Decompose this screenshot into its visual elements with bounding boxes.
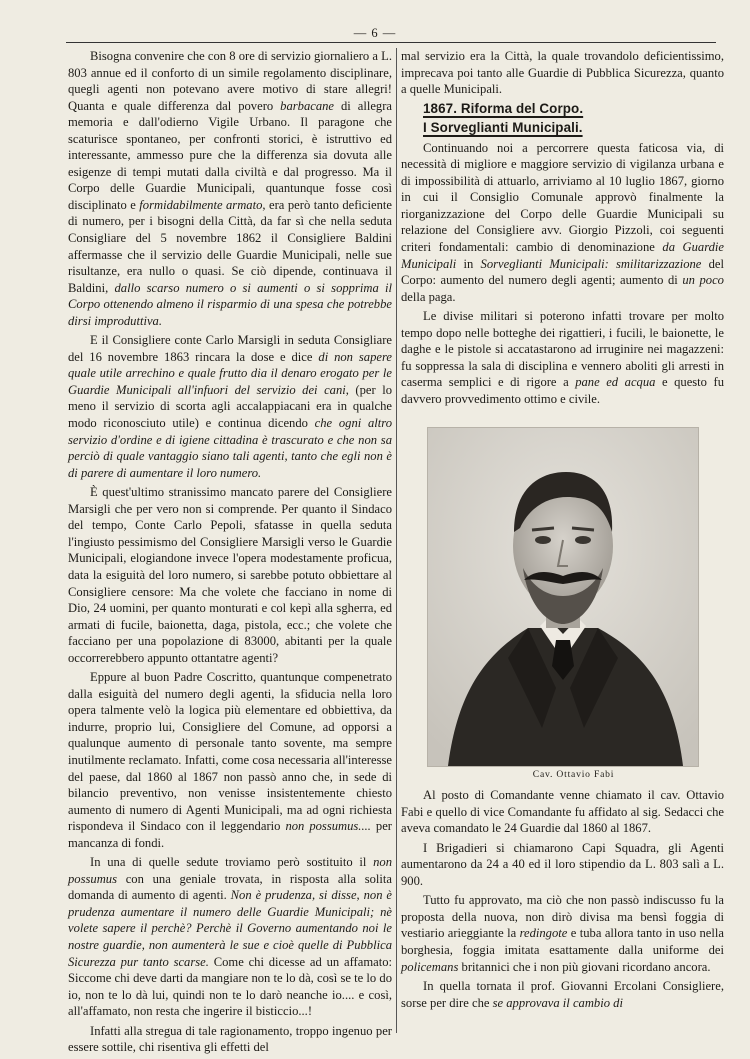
body-text: Le divise militari si poterono infatti trovare per molto tempo dopo nelle botteghe dei rigattieri, i fucili, le baionette, le daghe e le pistole si accatastarono ad irruginire nei magazzeni: fu soppressa la sala di disciplina e vennero aboliti gli arresti in caserma semplici e di rigore a: [401, 309, 724, 390]
body-text: britannici che i non più giovani ricordano ancora.: [458, 959, 711, 974]
photo-caption: Cav. Ottavio Fabi: [532, 769, 615, 781]
body-text: Tutto fu approvato, ma ciò che non passò indiscusso fu la proposta della nuova, non dirò divisa ma bensì foggia di vestiario arieggiante la: [401, 893, 724, 941]
italic-text: dallo scarso numero o si aumenti o si sopprima il Corpo ottenendo almeno il risparmio di una spesa che potrebbe dirsi improduttiva.: [68, 280, 392, 328]
italic-text: Non è prudenza, si disse, non è prudenza aumentare il numero delle Guardie Municipali; nè volete sapere il perchè? Perchè il Governo aumentando noi le nostre guardie, non aumenterà le sue e cioè quelle di Pubblica Sicurezza pur tanto scarse.: [68, 888, 393, 969]
right-paragraph: [401, 892, 724, 975]
right-paragraph: [401, 840, 724, 890]
right-paragraph: [401, 308, 724, 407]
left-column: [68, 48, 392, 1059]
right-paragraphs-after-photo: [401, 787, 724, 1011]
italic-text: non possumus: [68, 855, 392, 886]
italic-text: un poco: [682, 273, 724, 288]
right-intro-paragraph: mal servizio era la Città, la quale trovandolo deficientissimo, imprecava poi tanto alle Guardie di Pubblica Sicurezza, quanto a quelle Municipali.: [401, 49, 724, 97]
header-rule: [66, 42, 716, 43]
portrait-photo: [427, 427, 699, 767]
italic-text: Sorveglianti Municipali: smilitarizzazione: [480, 256, 702, 271]
body-text: e tuba allora tanto in uso nella borghesia, foggia imitata esattamente dalla uniforme dei: [401, 926, 724, 957]
body-text: I Brigadieri si chiamarono Capi Squadra, gli Agenti aumentarono da 24 a 40 ed il loro stipendio da L. 803 salì a L. 900.: [401, 840, 724, 888]
body-text: Bisogna convenire che con 8 ore di servizio giornaliero a L. 803 annue ed il conforto di un simile regolamento disciplinare, quegli agenti non potevano avere motivo di stare allegri! Quanta e quale differenza dal povero: [68, 49, 392, 113]
italic-text: policemans: [401, 959, 459, 974]
body-text: e questo fu davvero provvedimento ottimo e civile.: [401, 375, 725, 406]
body-text: Eppure al buon Padre Coscritto, quantunque compenetrato dalla esiguità del numero degli agenti, la sfiducia nella loro opera talmente velò la logica più elementare ed obbiettiva, da indurre, proprio lui, Consigliere del Comune, ad opporsi a qualunque aumento di personale tanto sovente, ma sempre inutilmente reclamato. Infatti, come cosa necessaria all'interesse del paese, dal 1860 al 1867 non passò anno che, in sede di bilancio preventivo, non venisse insistentemente chiesto aumento di numero di Agenti Municipali, ma ad ogni richiesta rispondeva il Sindaco con il leggendario: [68, 670, 392, 834]
right-paragraph: [401, 787, 724, 837]
italic-text: barbacane: [280, 98, 335, 113]
italic-text: redingote: [519, 926, 568, 941]
portrait-image: [428, 428, 698, 766]
body-text: E il Consigliere conte Carlo Marsigli in seduta Consigliare del 16 novembre 1863 rincara la dose e dice: [68, 333, 392, 364]
italic-text: che ogni altro servizio d'ordine e di igiene cittadina è trascurato e che non sa perciò di quale vantaggio siano tali agenti, tanto che egli non è di parere di aumentare il loro numero.: [68, 416, 392, 480]
body-text: del Corpo: aumento del numero degli agenti; aumento di: [401, 256, 725, 288]
left-paragraph: [68, 669, 392, 851]
page-number: — 6 —: [353, 26, 397, 40]
body-text: In quella tornata il prof. Giovanni Ercolani Consigliere, sorse per dire che: [401, 979, 724, 1010]
body-text: In una di quelle sedute troviamo però sostituito il: [90, 855, 374, 870]
section-subtitle: I Sorveglianti Municipali.: [423, 120, 583, 136]
left-paragraph: [68, 854, 392, 1019]
body-text: per mancanza di fondi.: [68, 819, 392, 850]
body-text: Infatti alla stregua di tale ragionamento, troppo ingenuo per essere sottile, chi risentiva gli effetti del: [68, 1023, 392, 1055]
left-paragraph: [68, 1023, 392, 1056]
italic-text: da Guardie Municipali: [401, 240, 725, 271]
body-text: , (per lo meno il servizio di scorta agli accalappiacani era in qualche modo riconosciuto utile) e continua dicendo: [68, 382, 392, 431]
left-paragraph: [68, 484, 392, 666]
column-divider: [396, 48, 397, 1033]
body-text: di allegra memoria e dall'odierno Vigile Urbano. Il paragone che scaturisce spontaneo, per confronti storici, è istruttivo ed interessante, ammesso pure che la differenza sia dovuta alle esigenze di tempi mutati dalla civiltà e dal progresso. Ma il Corpo delle Guardie Municipali, quantunque fosse così disciplinato e: [68, 98, 393, 212]
right-paragraph: [401, 978, 724, 1011]
body-text: Come chi dicesse ad un affamato: Siccome chi deve darti da mangiare non te lo dà, così se te lo do io, non te lo dà lui, quindi non te lo darò neanche io.... e così, all'affamato, non resta che ingerire il bisticcio...!: [68, 954, 392, 1019]
body-text: Continuando noi a percorrere questa faticosa via, di necessità di migliore e maggiore servizio di vigilanza urbana e di impossibilità di attuarlo, arriviamo al 10 luglio 1867, giorno in cui il Consiglio Comunale approvò finalmente la riorganizzazione del Corpo delle Guardie Municipali su relazione del Consigliere avv. Giorgio Pizzoli, coi seguenti criteri fondamentali: cambio di denominazione: [401, 140, 724, 255]
body-text: della paga.: [401, 289, 456, 304]
body-text: , era però tanto deficiente di numero, per i bisogni della Città, da far sì che nella seduta Consigliare del 5 novembre 1862 il Consigliere Baldini affermasse che il servizio delle Guardie Municipali, nelle sue risultanze, era nullo o quasi. Se ciò dipende, continuava il Baldini,: [68, 197, 392, 295]
italic-text: pane ed acqua: [575, 375, 656, 390]
italic-text: formidabilmente armato: [139, 197, 263, 212]
left-paragraph: [68, 48, 392, 329]
body-text: con una geniale trovata, in risposta alla solita domanda di aumento di agenti.: [68, 871, 392, 903]
body-text: È quest'ultimo stranissimo mancato parere del Consigliere Marsigli che per vero non si comprende. Per quanto il Sindaco del tempo, Conte Carlo Pepoli, sfatasse in quella seduta l'ingiusto pessimismo del Consigliere Marsigli verso le Guardie Municipali, elogiandone invece l'opera modestamente proficua, data la esiguità del loro numero, si sarebbe potuto obbiettare al Consigliere censore: Ma che volete che facciano in nome di Dio, 24 uomini, per quanto monturati e col kepì alla sgherra, ed armati di fucile, baionetta, daga, pistola, ecc.; che volete che facciano per una popolazione di 83000, abitanti per la quale occorrerebbero appunto ottantatre agenti?: [68, 485, 392, 665]
italic-text: se approvava il cambio di: [492, 995, 623, 1010]
left-paragraph: [68, 332, 392, 481]
italic-text: di non sapere quale utile arrechino e quale frutto dia il denaro erogato per le Guardie Municipali all'infuori del servizio dei cani: [68, 349, 392, 397]
right-column: [401, 48, 724, 1014]
body-text: in: [456, 256, 481, 271]
right-paragraph: [401, 140, 724, 305]
section-title: 1867. Riforma del Corpo.: [423, 100, 584, 116]
body-text: Al posto di Comandante venne chiamato il cav. Ottavio Fabi e quello di vice Comandante fu affidato al sig. Sedacci che aveva comandato le 24 Guardie dal 1860 al 1867.: [401, 788, 724, 836]
italic-text: non possumus....: [285, 819, 371, 834]
right-paragraphs-before-photo: [401, 140, 724, 408]
